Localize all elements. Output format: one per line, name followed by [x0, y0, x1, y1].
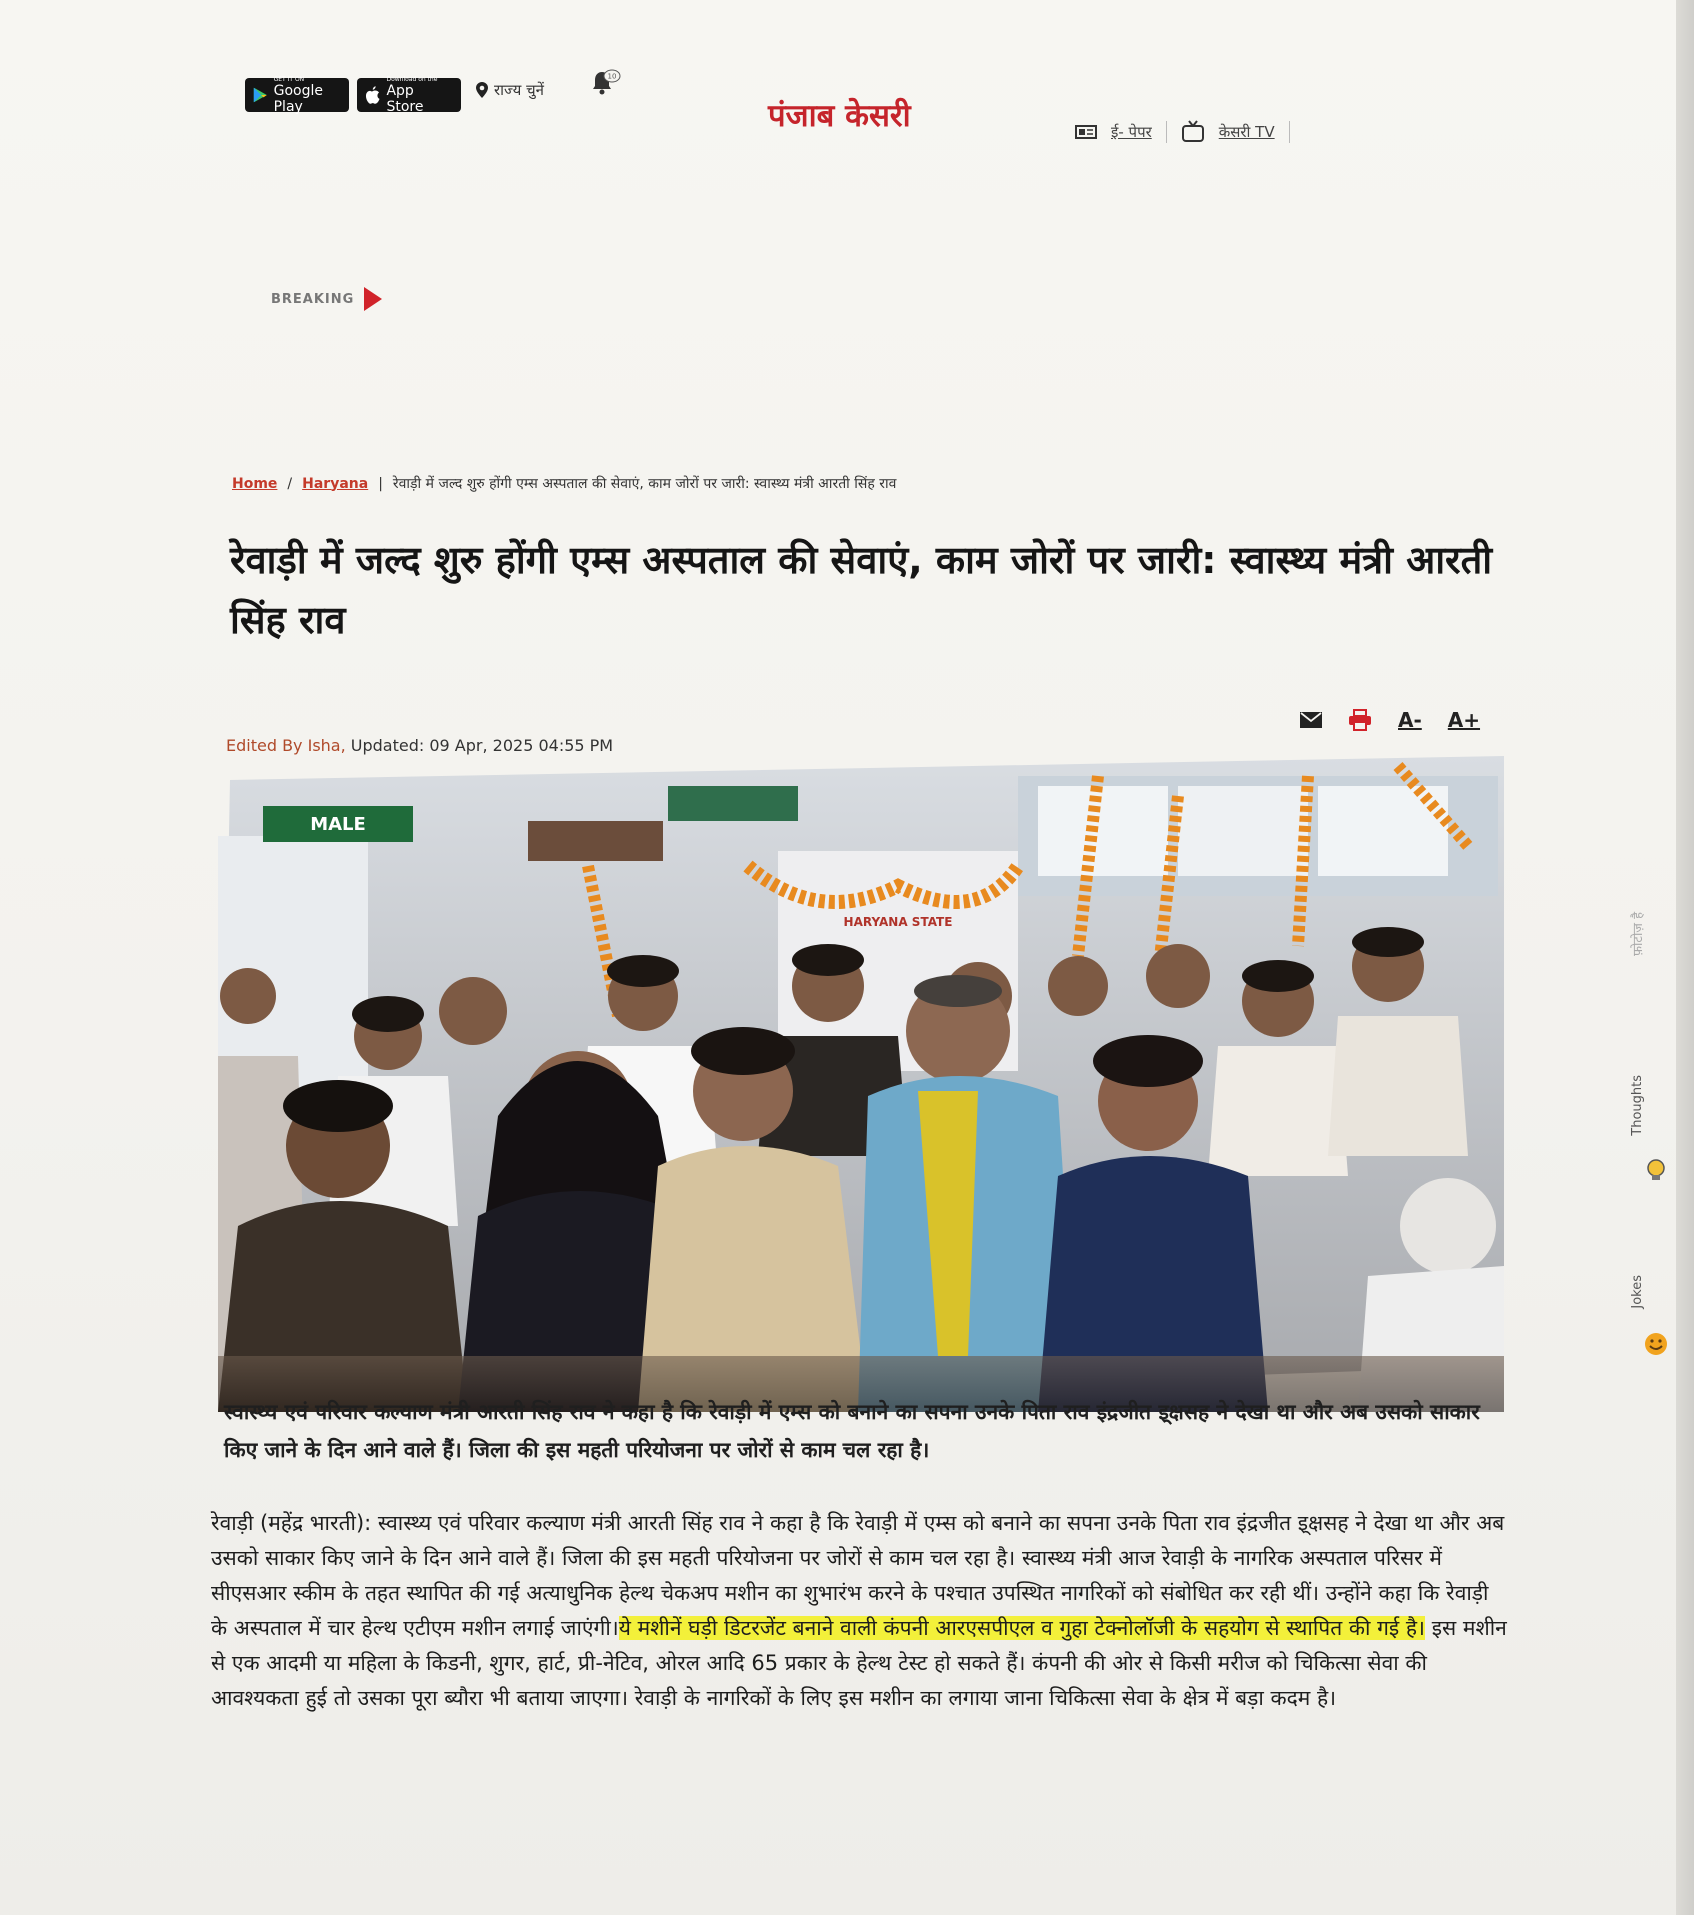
male-sign-text: MALE	[310, 814, 366, 835]
bulb-icon	[1644, 1158, 1668, 1182]
highlighted-text: ये मशीनें घड़ी डिटरजेंट बनाने वाली कंपनी आरएसपीएल व गुहा टेक्नोलॉजी के सहयोग से स्थापित की गई है।	[618, 1616, 1426, 1640]
app-store-badge[interactable]	[357, 75, 461, 115]
side-jokes-link[interactable]: Jokes	[1630, 1275, 1645, 1309]
google-play-label: Google Play	[273, 82, 323, 115]
site-logo[interactable]: पंजाब केसरी	[768, 98, 911, 134]
article-body-part1: रेवाड़ी (महेंद्र भारती): स्वास्थ्य एवं परिवार कल्याण मंत्री आरती सिंह राव ने कहा है कि रेवाड़ी में एम्स को बनाने का सपना उनके पिता राव इंद्रजीत इ्क्षसह ने देखा था और अब उसको साकार किए जाने के दिन आने वाले हैं। जिला की इस महती परियोजना पर जोरों से काम चल रहा है। स्वास्थ्य मंत्री आज रेवाड़ी के नागरिक अस्पताल परिसर में सीएसआर स्कीम के तहत स्थापित की गई अत्याधुनिक हेल्थ चेकअप मशीन का शुभारंभ करने के पश्चात उपस्थित नागरिकों को संबोधित कर रही थीं। उन्होंने कहा कि रेवाड़ी के अस्पताल में चार हेल्थ एटीएम मशीन लगाई जाएंगी।	[211, 1511, 1505, 1640]
font-decrease-button[interactable]: A-	[1398, 708, 1422, 732]
breadcrumb-divider: /	[287, 475, 293, 492]
kesari-tv-link[interactable]: केसरी TV	[1218, 123, 1275, 141]
top-links	[1075, 120, 1290, 144]
side-foto-link[interactable]: फ़ोटोज़ है	[1631, 912, 1646, 956]
breaking-news-label	[271, 287, 382, 311]
font-increase-button[interactable]: A+	[1447, 708, 1481, 732]
breadcrumb-current: रेवाड़ी में जल्द शुरु होंगी एम्स अस्पताल की सेवाएं, काम जोरों पर जारी: स्वास्थ्य मंत्री आरती सिंह राव	[392, 476, 897, 492]
email-icon[interactable]	[1300, 712, 1322, 728]
article-photo	[218, 756, 1504, 1412]
notification-count: 10	[607, 72, 617, 81]
epaper-link[interactable]: ई- पेपर	[1111, 123, 1152, 141]
photo-caption: स्वास्थ्य एवं परिवार कल्याण मंत्री आरती सिंह राव ने कहा है कि रेवाड़ी में एम्स को बनाने का सपना उनके पिता राव इंद्रजीत इ्क्षसह ने देखा था और अब उसको साकार किए जाने के दिन आने वाले हैं। जिला की इस महती परियोजना पर जोरों से काम चल रहा है।	[224, 1400, 1480, 1462]
divider	[1166, 121, 1167, 143]
edited-by: Edited By Isha,	[226, 736, 346, 755]
breadcrumb-category[interactable]: Haryana	[302, 475, 369, 492]
article-tools	[1300, 708, 1480, 732]
app-store-small-text: Download on the	[386, 75, 438, 83]
updated-time: Updated: 09 Apr, 2025 04:55 PM	[350, 736, 614, 755]
divider	[1289, 121, 1290, 143]
location-pin-icon	[476, 82, 488, 98]
breadcrumb-divider: |	[378, 475, 383, 492]
app-store-label: App Store	[386, 82, 424, 115]
breadcrumb	[232, 474, 896, 493]
side-thoughts-link[interactable]: Thoughts	[1630, 1075, 1645, 1136]
tv-icon	[1181, 120, 1205, 144]
smiley-icon	[1644, 1332, 1668, 1356]
google-play-small-text: GET IT ON	[273, 75, 305, 83]
apple-icon	[365, 85, 380, 105]
state-selector[interactable]	[476, 80, 544, 100]
google-play-icon	[253, 85, 268, 105]
play-triangle-icon	[364, 287, 382, 311]
article-body	[211, 1506, 1511, 1716]
state-selector-label: राज्य चुनें	[494, 81, 544, 99]
breaking-text: BREAKING	[271, 291, 355, 307]
article-title: रेवाड़ी में जल्द शुरु होंगी एम्स अस्पताल की सेवाएं, काम जोरों पर जारी: स्वास्थ्य मंत्री आरती सिंह राव	[230, 538, 1493, 642]
page-edge	[1676, 0, 1694, 1915]
banner-text: HARYANA STATE	[843, 915, 953, 929]
print-icon[interactable]	[1348, 709, 1372, 731]
google-play-badge[interactable]	[245, 75, 349, 115]
newspaper-icon	[1075, 124, 1097, 140]
notification-bell-icon[interactable]	[591, 68, 621, 98]
article-body-part2: इस मशीन से एक आदमी या महिला के किडनी, शुगर, हार्ट, प्री-नेटिव, ओरल आदि 65 प्रकार के हेल्थ टेस्ट हो सकते हैं। कंपनी की ओर से किसी मरीज को चिकित्सा सेवा की आवश्यकता हुई तो उसका पूरा ब्यौरा भी बताया जाएगा। रेवाड़ी के नागरिकों के लिए इस मशीन का लगाया जाना चिकित्सा सेवा के क्षेत्र में बड़ा कदम है।	[211, 1616, 1507, 1710]
article-meta	[226, 736, 613, 755]
breadcrumb-home[interactable]: Home	[232, 475, 278, 492]
